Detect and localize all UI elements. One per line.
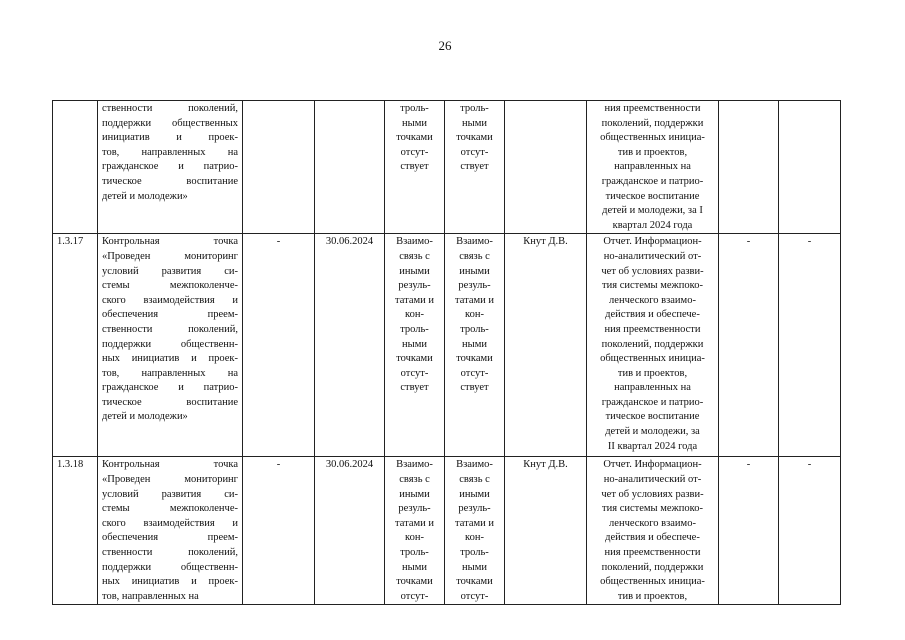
result-document-line: тическое воспитание [605, 411, 700, 423]
col-10-value: - [779, 234, 841, 457]
result-document-line: Отчет. Информацион- [603, 236, 702, 248]
row-description-line: детей и молодежи» [102, 190, 188, 202]
row-description-line: «Проведен мониторинг [102, 250, 238, 262]
row-description-line: гражданское и патрио- [102, 161, 238, 173]
predecessor-link [385, 457, 445, 605]
row-description-line: ственности поколений, [102, 546, 238, 558]
table-row [53, 101, 841, 234]
predecessor-link-line: точками [396, 353, 433, 365]
start-date: - [243, 457, 315, 605]
successor-link-line: точками [456, 132, 493, 144]
successor-link-line: троль- [460, 323, 489, 335]
result-document-line: но-аналитический от- [603, 473, 702, 485]
result-document-line: ния преемственности [604, 103, 701, 114]
result-document [587, 457, 719, 605]
predecessor-link-line: отсут- [400, 367, 429, 379]
predecessor-link-line: Взаимо- [396, 236, 433, 248]
col-9-value: - [719, 234, 779, 457]
predecessor-link-line: отсут- [400, 146, 429, 158]
predecessor-link-line: троль- [400, 323, 429, 335]
result-document-line: но-аналитический от- [603, 250, 702, 262]
row-description-line: ственности поколений, [102, 323, 238, 335]
row-description-line: стемы межпоколенче- [102, 280, 238, 292]
result-document-line: детей и молодежи, за I [602, 205, 703, 217]
result-document-line: ленческого взаимо- [609, 294, 696, 306]
result-document-line: тия системы межпоко- [602, 503, 703, 515]
successor-link-line: Взаимо- [456, 459, 493, 471]
predecessor-link-line: иными [399, 488, 430, 500]
result-document-line: поколений, поддержки [601, 561, 704, 573]
col-10-value: - [779, 457, 841, 605]
result-document-line: поколений, поддержки [601, 338, 704, 350]
predecessor-link [385, 234, 445, 457]
responsible-person: Кнут Д.В. [505, 234, 587, 457]
predecessor-link-line: резуль- [398, 503, 431, 515]
result-document-line: гражданское и патрио- [601, 175, 704, 187]
successor-link-line: отсут- [460, 590, 489, 602]
successor-link-line: троль- [460, 103, 489, 114]
successor-link-line: иными [459, 488, 490, 500]
successor-link-line: связь с [459, 473, 490, 485]
successor-link [445, 101, 505, 234]
result-document-line: чет об условиях разви- [601, 488, 704, 500]
predecessor-link-line: иными [399, 265, 430, 277]
end-date [315, 101, 385, 234]
predecessor-link-line: точками [396, 132, 433, 144]
start-date [243, 101, 315, 234]
result-document-line: квартал 2024 года [612, 219, 693, 231]
successor-link-line: резуль- [458, 503, 491, 515]
row-description-line: Контрольная точка [102, 459, 238, 471]
col-9-value [719, 101, 779, 234]
col-10-value [779, 101, 841, 234]
start-date: - [243, 234, 315, 457]
result-document-line: тив и проектов, [617, 367, 688, 379]
result-document-line: действия и обеспече- [605, 532, 700, 544]
successor-link-line: Взаимо- [456, 236, 493, 248]
row-description [98, 234, 243, 457]
row-description-line: тическое воспитание [102, 175, 238, 187]
row-description-line: ных инициатив и проек- [102, 576, 238, 588]
predecessor-link-line: отсут- [400, 590, 429, 602]
result-document-line: ленческого взаимо- [609, 517, 696, 529]
successor-link-line: татами и [455, 294, 494, 306]
result-document-line: тив и проектов, [617, 590, 688, 602]
successor-link-line: кон- [465, 309, 484, 321]
successor-link [445, 234, 505, 457]
predecessor-link-line: кон- [405, 532, 424, 544]
row-description-line: тическое воспитание [102, 396, 238, 408]
row-description-line: тов, направленных на [102, 367, 238, 379]
result-document-line: чет об условиях разви- [601, 265, 704, 277]
page-number: 26 [438, 38, 452, 53]
result-document-line: II квартал 2024 года [607, 440, 698, 452]
result-document-line: ния преемственности [604, 546, 701, 558]
predecessor-link-line: татами и [395, 294, 434, 306]
successor-link-line: ствует [460, 382, 489, 394]
predecessor-link-line: ными [402, 561, 427, 573]
predecessor-link-line: резуль- [398, 280, 431, 292]
predecessor-link-line: точками [396, 576, 433, 588]
successor-link-line: отсут- [460, 367, 489, 379]
row-description [98, 457, 243, 605]
successor-link-line: ствует [460, 161, 489, 173]
result-document-line: общественных инициа- [600, 132, 705, 144]
row-number: 1.3.18 [53, 457, 98, 605]
result-document-line: Отчет. Информацион- [603, 459, 702, 471]
end-date: 30.06.2024 [315, 457, 385, 605]
successor-link-line: ными [462, 338, 487, 350]
result-document [587, 234, 719, 457]
predecessor-link-line: троль- [400, 546, 429, 558]
row-number [53, 101, 98, 234]
predecessor-link-line: ными [402, 117, 427, 129]
successor-link-line: ными [462, 561, 487, 573]
row-description-line: поддержки общественн- [102, 561, 238, 573]
table-row [53, 457, 841, 605]
predecessor-link-line: татами и [395, 517, 434, 529]
predecessor-link-line: ствует [400, 382, 429, 394]
row-description-line: гражданское и патрио- [102, 382, 238, 394]
row-description-line: детей и молодежи» [102, 411, 188, 423]
predecessor-link-line: Взаимо- [396, 459, 433, 471]
row-description-line: поддержки общественных инициатив и проек- [102, 117, 238, 144]
row-description-line: условий развития си- [102, 265, 238, 277]
predecessor-link-line: троль- [400, 103, 429, 114]
predecessor-link-line: связь с [399, 473, 430, 485]
result-document [587, 101, 719, 234]
result-document-line: детей и молодежи, за [605, 426, 700, 438]
row-description-line: ных инициатив и проек- [102, 353, 238, 365]
result-document-line: направленных на [614, 161, 691, 173]
result-document-line: гражданское и патрио- [601, 396, 704, 408]
row-description-line: Контрольная точка [102, 236, 238, 248]
plan-table [52, 100, 841, 605]
row-description-line: обеспечения преем- [102, 532, 238, 544]
responsible-person [505, 101, 587, 234]
result-document-line: направленных на [614, 382, 691, 394]
successor-link-line: отсут- [460, 146, 489, 158]
result-document-line: общественных инициа- [600, 576, 705, 588]
result-document-line: ния преемственности [604, 323, 701, 335]
successor-link-line: татами и [455, 517, 494, 529]
responsible-person: Кнут Д.В. [505, 457, 587, 605]
predecessor-link-line: кон- [405, 309, 424, 321]
row-description-line: тов, направленных на [102, 146, 238, 158]
row-description-line: обеспечения преем- [102, 309, 238, 321]
predecessor-link [385, 101, 445, 234]
row-description-line: стемы межпоколенче- [102, 503, 238, 515]
result-document-line: тив и проектов, [617, 146, 688, 158]
successor-link-line: резуль- [458, 280, 491, 292]
successor-link-line: троль- [460, 546, 489, 558]
end-date: 30.06.2024 [315, 234, 385, 457]
row-description-line: поддержки общественн- [102, 338, 238, 350]
row-description-line: тов, направленных на [102, 590, 199, 602]
table-row [53, 234, 841, 457]
predecessor-link-line: связь с [399, 250, 430, 262]
col-9-value: - [719, 457, 779, 605]
predecessor-link-line: ствует [400, 161, 429, 173]
result-document-line: тическое воспитание [605, 190, 700, 202]
successor-link-line: точками [456, 353, 493, 365]
result-document-line: действия и обеспече- [605, 309, 700, 321]
successor-link-line: связь с [459, 250, 490, 262]
row-description [98, 101, 243, 234]
row-description-line: «Проведен мониторинг [102, 473, 238, 485]
successor-link [445, 457, 505, 605]
row-description-line: условий развития си- [102, 488, 238, 500]
successor-link-line: иными [459, 265, 490, 277]
successor-link-line: кон- [465, 532, 484, 544]
row-description-line: ственности поколений, [102, 103, 238, 114]
row-description-line: ского взаимодействия и [102, 517, 238, 529]
result-document-line: поколений, поддержки [601, 117, 704, 129]
successor-link-line: ными [462, 117, 487, 129]
result-document-line: тия системы межпоко- [602, 280, 703, 292]
successor-link-line: точками [456, 576, 493, 588]
row-number: 1.3.17 [53, 234, 98, 457]
predecessor-link-line: ными [402, 338, 427, 350]
row-description-line: ского взаимодействия и [102, 294, 238, 306]
result-document-line: общественных инициа- [600, 353, 705, 365]
